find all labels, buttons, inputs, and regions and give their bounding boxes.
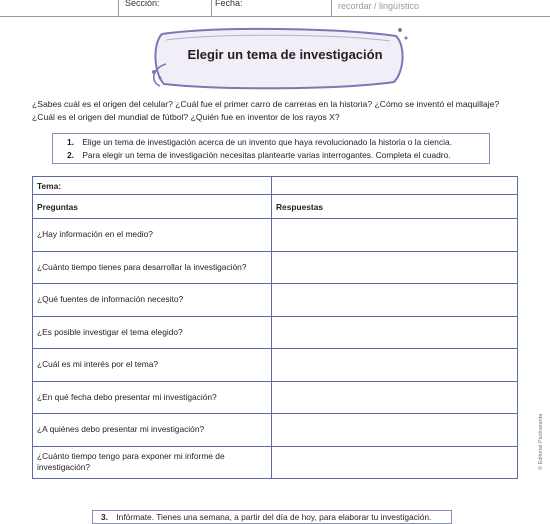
answer-cell[interactable] bbox=[272, 219, 518, 252]
table-row bbox=[33, 414, 518, 447]
header-divider bbox=[331, 0, 332, 17]
answer-cell[interactable] bbox=[272, 381, 518, 414]
page-title: Elegir un tema de investigación bbox=[187, 47, 383, 62]
question-cell: ¿Cuánto tiempo tengo para exponer mi informe de investigación? bbox=[33, 446, 272, 479]
intro-line: ¿Sabes cuál es el origen del celular? ¿Cuál fue el primer carro de carreras en la historia? ¿Cómo se inventó el maquillaje? bbox=[32, 99, 500, 109]
answer-cell[interactable] bbox=[272, 414, 518, 447]
instruction-item bbox=[67, 136, 489, 149]
header-divider bbox=[211, 0, 212, 17]
column-header-answers: Respuestas bbox=[272, 195, 518, 219]
header-divider bbox=[118, 0, 119, 17]
question-cell: ¿Cuánto tiempo tienes para desarrollar la investigación? bbox=[33, 251, 272, 284]
bottom-instruction-box bbox=[92, 510, 452, 524]
header-rule bbox=[0, 16, 550, 17]
question-cell: ¿Cuál es mi interés por el tema? bbox=[33, 349, 272, 382]
table-row bbox=[33, 381, 518, 414]
intro-paragraph bbox=[32, 98, 542, 124]
tema-field[interactable] bbox=[272, 177, 518, 195]
instruction-text: Infórmate. Tienes una semana, a partir del día de hoy, para elaborar tu investigación. bbox=[116, 512, 432, 522]
instructions-box bbox=[52, 133, 490, 164]
question-cell: ¿Hay información en el medio? bbox=[33, 219, 272, 252]
answer-cell[interactable] bbox=[272, 316, 518, 349]
research-table bbox=[32, 176, 518, 479]
question-cell: ¿A quiénes debo presentar mi investigación? bbox=[33, 414, 272, 447]
publisher-credit: © Editorial Piedrasanta bbox=[538, 413, 544, 470]
column-header-questions: Preguntas bbox=[33, 195, 272, 219]
instruction-item bbox=[67, 149, 489, 162]
table-row bbox=[33, 219, 518, 252]
answer-cell[interactable] bbox=[272, 251, 518, 284]
table-row bbox=[33, 284, 518, 317]
intro-line: ¿Cuál es el origen del mundial de fútbol? ¿Quién fue en inventor de los rayos X? bbox=[32, 112, 340, 122]
answer-cell[interactable] bbox=[272, 284, 518, 317]
instruction-text: Elige un tema de investigación acerca de un invento que haya revolucionado la historia o la ciencia. bbox=[82, 137, 452, 147]
instruction-text: Para elegir un tema de investigación necesitas plantearte varias interrogantes. Completa el cuadro. bbox=[82, 149, 451, 160]
table-row bbox=[33, 349, 518, 382]
answer-cell[interactable] bbox=[272, 349, 518, 382]
tema-label: Tema: bbox=[33, 177, 272, 195]
question-cell: ¿En qué fecha debo presentar mi investigación? bbox=[33, 381, 272, 414]
skill-tag: recordar / lingüístico bbox=[338, 1, 420, 11]
answer-cell[interactable] bbox=[272, 446, 518, 479]
table-row bbox=[33, 446, 518, 479]
section-label: Sección: bbox=[125, 0, 160, 8]
question-cell: ¿Es posible investigar el tema elegido? bbox=[33, 316, 272, 349]
table-row bbox=[33, 316, 518, 349]
tema-row bbox=[33, 177, 518, 195]
date-label: Fecha: bbox=[215, 0, 243, 8]
table-header-row bbox=[33, 195, 518, 219]
instruction-number: 3. bbox=[101, 512, 108, 522]
table-row bbox=[33, 251, 518, 284]
instruction-number: 1. bbox=[67, 137, 74, 147]
instruction-number: 2. bbox=[67, 149, 74, 160]
question-cell: ¿Qué fuentes de información necesito? bbox=[33, 284, 272, 317]
